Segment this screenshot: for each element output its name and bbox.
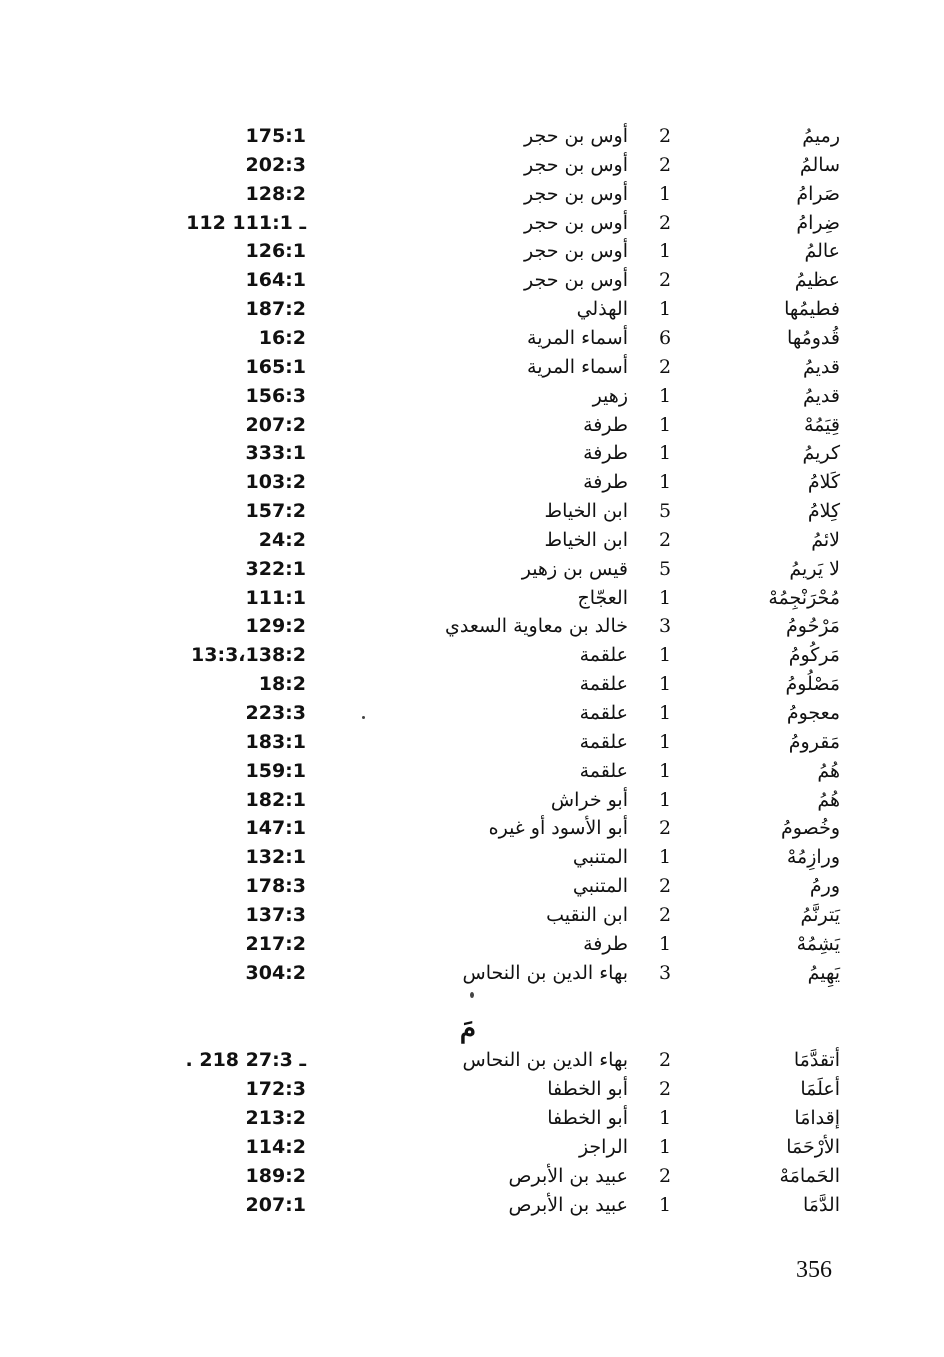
poet-name: المتنبي bbox=[572, 846, 628, 869]
poet-name: أوس بن حجر bbox=[524, 182, 628, 205]
verse-count: 2 bbox=[658, 817, 672, 840]
index-row bbox=[0, 901, 944, 930]
poet-name: العجّاج bbox=[577, 586, 628, 609]
rhyme-word: هُمُ bbox=[817, 759, 840, 782]
verse-count: 1 bbox=[658, 384, 672, 407]
page-reference: 13:3،138:2 bbox=[191, 644, 306, 667]
page-reference: 187:2 bbox=[245, 298, 306, 321]
verse-count: 5 bbox=[658, 500, 672, 523]
index-row bbox=[0, 584, 944, 613]
poet-name: بهاء الدين بن النحاس bbox=[462, 961, 628, 984]
poet-name: أوس بن حجر bbox=[524, 125, 628, 147]
page-reference: 112 ـ 111:1 bbox=[186, 211, 306, 234]
rhyme-word: لائمُ bbox=[811, 528, 840, 551]
index-row bbox=[0, 439, 944, 468]
rhyme-word: الأرْحَمَا bbox=[786, 1136, 840, 1158]
rhyme-word: الحَمامَهْ bbox=[779, 1165, 840, 1187]
page-reference: 159:1 bbox=[245, 759, 306, 782]
index-row bbox=[0, 324, 944, 353]
page-reference: 202:3 bbox=[245, 153, 306, 176]
poet-name: أبو الأسود أو غيره bbox=[488, 817, 628, 840]
poet-name: أوس بن حجر bbox=[524, 269, 628, 292]
page-reference: 24:2 bbox=[258, 528, 306, 551]
verse-count: 1 bbox=[658, 932, 672, 955]
poet-name: ابن الخياط bbox=[544, 528, 628, 551]
poet-name: علقمة bbox=[579, 644, 628, 667]
index-row bbox=[0, 670, 944, 699]
rhyme-word: لا يَريمُ bbox=[789, 557, 840, 580]
verse-count: 2 bbox=[658, 1165, 672, 1187]
page-reference: 129:2 bbox=[245, 615, 306, 638]
section-heading-ma: مَ bbox=[459, 1014, 476, 1044]
page-reference: 217:2 bbox=[245, 932, 306, 955]
verse-count: 2 bbox=[658, 903, 672, 926]
poet-name: علقمة bbox=[579, 702, 628, 724]
page-reference: 207:1 bbox=[245, 1194, 306, 1216]
poet-name: أبو الخطفا bbox=[547, 1078, 628, 1100]
index-row bbox=[0, 959, 944, 988]
rhyme-word: مَصْلُومُ bbox=[785, 673, 840, 696]
index-row bbox=[0, 843, 944, 872]
verse-count: 5 bbox=[658, 557, 672, 580]
rhyme-word: الدَّمَا bbox=[802, 1194, 840, 1216]
verse-count: 1 bbox=[658, 240, 672, 263]
verse-count: 1 bbox=[658, 788, 672, 811]
rhyme-word: قديمُ bbox=[803, 355, 840, 378]
page-reference: 157:2 bbox=[245, 500, 306, 523]
index-row bbox=[0, 555, 944, 584]
rhyme-word: قديمُ bbox=[803, 384, 840, 407]
page-reference: 178:3 bbox=[245, 875, 306, 898]
index-row bbox=[0, 411, 944, 440]
index-row bbox=[0, 237, 944, 266]
poet-name: عبيد بن الأبرص bbox=[508, 1194, 628, 1216]
poet-name: بهاء الدين بن النحاس bbox=[462, 1049, 628, 1071]
verse-count: 1 bbox=[658, 182, 672, 205]
poet-name: علقمة bbox=[579, 730, 628, 753]
verse-count: 3 bbox=[658, 615, 672, 638]
poet-name: ابن الخياط bbox=[544, 500, 628, 523]
page-reference: 137:3 bbox=[245, 903, 306, 926]
page-reference: 103:2 bbox=[245, 471, 306, 494]
verse-count: 2 bbox=[658, 528, 672, 551]
page-reference: 333:1 bbox=[245, 442, 306, 465]
print-speck bbox=[362, 716, 365, 719]
index-row bbox=[0, 122, 944, 151]
poet-name: أسماء المرية bbox=[527, 355, 628, 378]
page-reference: 114:2 bbox=[245, 1136, 306, 1158]
verse-count: 1 bbox=[658, 846, 672, 869]
poet-name: المتنبي bbox=[572, 875, 628, 898]
verse-count: 2 bbox=[658, 1078, 672, 1100]
index-row bbox=[0, 872, 944, 901]
index-row bbox=[0, 814, 944, 843]
rhyme-word: أعلَمَا bbox=[800, 1078, 840, 1100]
index-row bbox=[0, 209, 944, 238]
rhyme-word: ورمُ bbox=[809, 875, 840, 898]
index-row bbox=[0, 1162, 944, 1191]
index-row bbox=[0, 497, 944, 526]
verse-count: 1 bbox=[658, 1194, 672, 1216]
poet-name: أوس بن حجر bbox=[524, 240, 628, 263]
index-row bbox=[0, 266, 944, 295]
rhyme-word: كريمُ bbox=[802, 442, 840, 465]
page-reference: 207:2 bbox=[245, 413, 306, 436]
verse-count: 1 bbox=[658, 1136, 672, 1158]
page-reference: 147:1 bbox=[245, 817, 306, 840]
poet-name: الراجز bbox=[578, 1136, 628, 1158]
page-reference: 165:1 bbox=[245, 355, 306, 378]
page-reference: 164:1 bbox=[245, 269, 306, 292]
poet-name: طرفة bbox=[583, 932, 628, 955]
rhyme-word: قُدومُها bbox=[787, 326, 840, 349]
rhyme-word: هُمُ bbox=[817, 788, 840, 811]
verse-count: 1 bbox=[658, 298, 672, 321]
rhyme-word: أتقدَّمَا bbox=[793, 1049, 840, 1071]
poet-name: خالد بن معاوية السعدي bbox=[445, 615, 628, 638]
page-reference: 126:1 bbox=[245, 240, 306, 263]
index-row bbox=[0, 786, 944, 815]
rhyme-word: مَركُومُ bbox=[788, 644, 840, 667]
page-reference: 183:1 bbox=[245, 730, 306, 753]
page-reference: 175:1 bbox=[245, 125, 306, 147]
page-reference: 304:2 bbox=[245, 961, 306, 984]
poet-name: طرفة bbox=[583, 471, 628, 494]
verse-count: 2 bbox=[658, 269, 672, 292]
verse-count: 1 bbox=[658, 442, 672, 465]
index-row bbox=[0, 295, 944, 324]
verse-count: 1 bbox=[658, 1107, 672, 1129]
poet-name: أسماء المرية bbox=[527, 326, 628, 349]
rhyme-word: سالمُ bbox=[799, 153, 840, 176]
index-row bbox=[0, 930, 944, 959]
rhyme-word: مُحْرَنْجِمُهْ bbox=[768, 586, 840, 609]
rhyme-word: يَترنَّمُ bbox=[800, 903, 840, 926]
rhyme-word: كِلامُ bbox=[807, 500, 840, 523]
index-row bbox=[0, 382, 944, 411]
page-reference: 189:2 bbox=[245, 1165, 306, 1187]
index-row bbox=[0, 641, 944, 670]
page-reference: 132:1 bbox=[245, 846, 306, 869]
index-row bbox=[0, 468, 944, 497]
page-reference: 223:3 bbox=[245, 702, 306, 724]
verse-count: 1 bbox=[658, 759, 672, 782]
rhyme-word: صَرامُ bbox=[796, 182, 840, 205]
page-reference: . 218 ـ 27:3 bbox=[185, 1049, 306, 1071]
index-row bbox=[0, 353, 944, 382]
rhyme-word: عظيمُ bbox=[794, 269, 840, 292]
index-row bbox=[0, 757, 944, 786]
rhyme-word: يَشِمُهْ bbox=[796, 932, 840, 955]
rhyme-word: مَقرومُ bbox=[788, 730, 840, 753]
poet-name: أوس بن حجر bbox=[524, 153, 628, 176]
poet-name: علقمة bbox=[579, 673, 628, 696]
verse-count: 1 bbox=[658, 586, 672, 609]
verse-count: 2 bbox=[658, 211, 672, 234]
verse-count: 2 bbox=[658, 153, 672, 176]
page-reference: 322:1 bbox=[245, 557, 306, 580]
page-reference: 156:3 bbox=[245, 384, 306, 407]
index-row bbox=[0, 1133, 944, 1162]
poet-name: طرفة bbox=[583, 442, 628, 465]
verse-count: 3 bbox=[658, 961, 672, 984]
page-reference: 182:1 bbox=[245, 788, 306, 811]
page-reference: 18:2 bbox=[258, 673, 306, 696]
verse-count: 1 bbox=[658, 702, 672, 724]
verse-count: 1 bbox=[658, 673, 672, 696]
poet-name: زهير bbox=[592, 384, 628, 407]
index-row bbox=[0, 1075, 944, 1104]
index-row bbox=[0, 180, 944, 209]
poet-name: الهذلي bbox=[576, 298, 628, 321]
index-row bbox=[0, 151, 944, 180]
poet-name: أوس بن حجر bbox=[524, 211, 628, 234]
index-row bbox=[0, 699, 944, 728]
rhyme-word: عالمُ bbox=[804, 240, 840, 263]
index-row bbox=[0, 728, 944, 757]
rhyme-word: كَلامُ bbox=[807, 471, 840, 494]
rhyme-word: إقدامَا bbox=[794, 1107, 840, 1129]
print-speck bbox=[470, 992, 474, 998]
verse-count: 1 bbox=[658, 471, 672, 494]
page-reference: 128:2 bbox=[245, 182, 306, 205]
index-row bbox=[0, 1191, 944, 1220]
verse-count: 1 bbox=[658, 413, 672, 436]
index-row bbox=[0, 612, 944, 641]
index-row bbox=[0, 526, 944, 555]
index-row bbox=[0, 1046, 944, 1075]
rhyme-word: وخُصومُ bbox=[781, 817, 840, 840]
poet-name: قيس بن زهير bbox=[521, 557, 628, 580]
rhyme-word: رميمُ bbox=[802, 125, 840, 147]
page-reference: 16:2 bbox=[258, 326, 306, 349]
rhyme-word: ضِرامُ bbox=[796, 211, 840, 234]
page-reference: 111:1 bbox=[245, 586, 306, 609]
page-reference: 172:3 bbox=[245, 1078, 306, 1100]
rhyme-word: يَهِيمُ bbox=[807, 961, 840, 984]
verse-count: 2 bbox=[658, 875, 672, 898]
index-row bbox=[0, 1104, 944, 1133]
page-number: 356 bbox=[796, 1257, 832, 1283]
rhyme-word: مَرْحُومُ bbox=[786, 615, 840, 638]
poet-name: أبو الخطفا bbox=[547, 1107, 628, 1129]
verse-count: 2 bbox=[658, 355, 672, 378]
poet-name: علقمة bbox=[579, 759, 628, 782]
verse-count: 2 bbox=[658, 125, 672, 147]
verse-count: 6 bbox=[658, 326, 672, 349]
rhyme-word: معجومُ bbox=[786, 702, 840, 724]
page-reference: 213:2 bbox=[245, 1107, 306, 1129]
verse-count: 1 bbox=[658, 644, 672, 667]
poet-name: عبيد بن الأبرص bbox=[508, 1165, 628, 1187]
rhyme-word: ورازِمُهْ bbox=[786, 846, 840, 869]
verse-count: 1 bbox=[658, 730, 672, 753]
rhyme-word: قِيَمُهْ bbox=[804, 413, 840, 436]
poet-name: ابن النقيب bbox=[546, 903, 628, 926]
rhyme-word: فطيمُها bbox=[784, 298, 840, 321]
poet-name: طرفة bbox=[583, 413, 628, 436]
verse-count: 2 bbox=[658, 1049, 672, 1071]
poet-name: أبو خراش bbox=[550, 788, 628, 811]
